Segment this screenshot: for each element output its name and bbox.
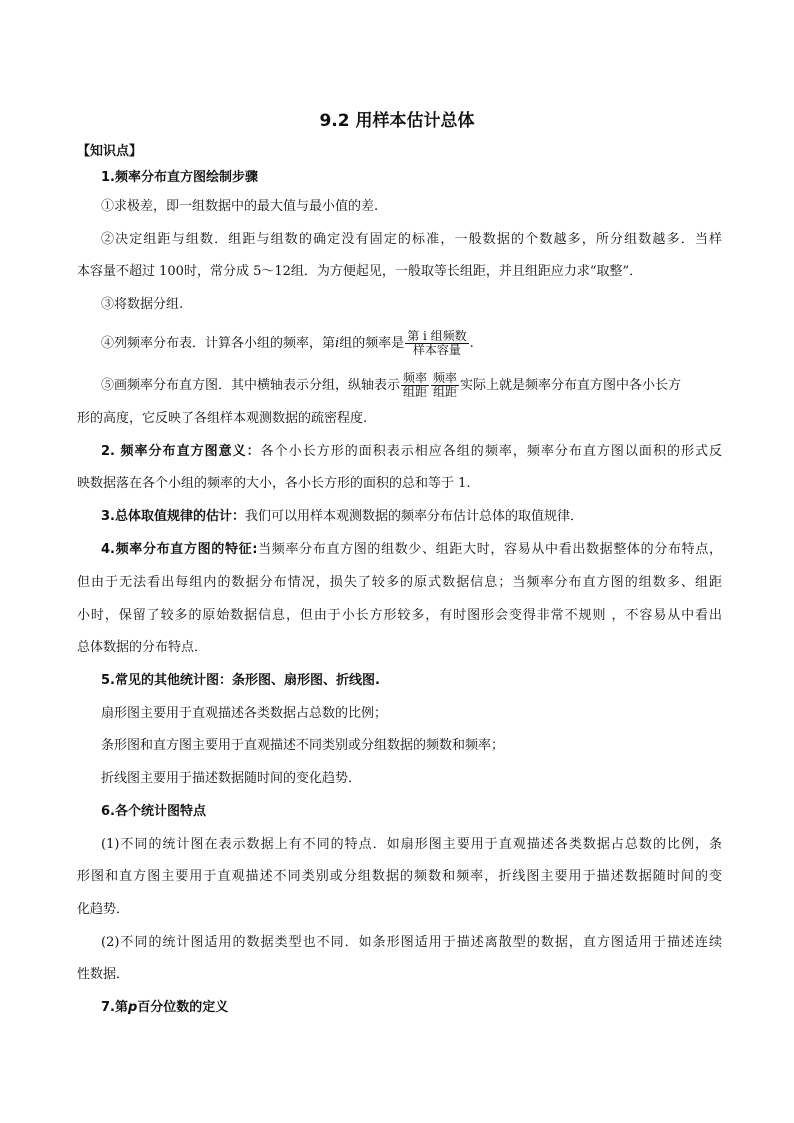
step-3-text: ③将数据分组. xyxy=(101,297,184,312)
section-2-line2: 映数据落在各个小组的频率的大小，各小长方形的面积的总和等于 1. xyxy=(77,476,471,491)
section-5-line1: 扇形图主要用于直观描述各类数据占总数的比例； xyxy=(101,706,388,721)
step-4-fraction-denominator: 样本容量 xyxy=(412,343,461,357)
step-5-fraction-2 xyxy=(431,372,459,399)
section-6-p2-line2: 性数据． xyxy=(77,967,130,982)
section-5-line2: 条形图和直方图主要用于直观描述不同类别或分组数据的频数和频率； xyxy=(101,738,505,753)
section-3-text: 我们可以用样本观测数据的频率分布估计总体的取值规律． xyxy=(244,509,583,524)
heading-chart-features: 6.各个统计图特点 xyxy=(101,804,206,819)
section-4-line3: 小时，保留了较多的原始数据信息，但由于小长方形较多，有时图形会变得非常不规则 ，不容易从中看出 xyxy=(77,608,722,623)
section-6-p1-line3: 化趋势． xyxy=(77,902,130,917)
section-7-prefix: 7.第 xyxy=(101,1000,128,1015)
step-5-suffix: 实际上就是频率分布直方图中各小长方 xyxy=(460,378,682,393)
step-2-text-line2: 本容量不超过 100时，常分成 5～12组．为方便起见，一般取等长组距，并且组距应力求“取整”． xyxy=(77,264,643,279)
section-4-line2: 但由于无法看出每组内的数据分布情况，损失了较多的原式数据信息；当频率分布直方图的组数多、组距 xyxy=(77,575,722,590)
heading-population-estimate: 3.总体取值规律的估计： xyxy=(101,509,245,524)
step-5-text-line2: 形的高度，它反映了各组样本观测数据的疏密程度. xyxy=(77,411,368,426)
step-5-prefix: ⑤画频率分布直方图．其中横轴表示分组，纵轴表示 xyxy=(101,378,401,393)
section-4-text-a: 当频率分布直方图的组数少、组距大时，容易从中看出数据整体的分布特点， xyxy=(257,542,722,557)
step-1-text: ①求极差，即一组数据中的最大值与最小值的差. xyxy=(101,199,379,214)
step-4-end: . xyxy=(469,336,474,351)
section-2-text-a: 各个小长方形的面积表示相应各组的频率，频率分布直方图以面积的形式反 xyxy=(260,444,722,459)
step-2-text-line1: ②决定组距与组数．组距与组数的确定没有固定的标准，一般数据的个数越多，所分组数越多．当样 xyxy=(101,232,722,247)
step-4-fraction xyxy=(405,330,468,357)
heading-percentile-definition xyxy=(101,998,722,1018)
step-5-text xyxy=(101,372,722,399)
step-5-fraction-1-denominator: 组距 xyxy=(403,385,428,399)
section-6-p2-line1: (2)不同的统计图适用的数据类型也不同．如条形图适用于描述离散型的数据，直方图适用于描述连续 xyxy=(101,935,722,950)
step-4-fraction-numerator: 第 i 组频数 xyxy=(407,329,467,343)
page-title: 9.2 用样本估计总体 xyxy=(319,111,475,131)
section-2-line1 xyxy=(101,442,722,462)
section-7-suffix: 百分位数的定义 xyxy=(137,1000,229,1015)
heading-histogram-meaning: 2. 频率分布直方图意义： xyxy=(101,444,261,459)
section-4-line4: 总体数据的分布特点． xyxy=(77,640,208,655)
section-6-p1-line1: (1)不同的统计图在表示数据上有不同的特点．如扇形图主要用于直观描述各类数据占总数的比例，条 xyxy=(101,837,722,852)
step-4-text xyxy=(101,330,722,357)
heading-histogram-features: 4.频率分布直方图的特征: xyxy=(101,542,258,557)
step-4-prefix: ④列频率分布表．计算各小组的频率，第 xyxy=(101,336,336,351)
section-label-knowledge: 【知识点】 xyxy=(77,144,143,159)
section-7-variable-p: p xyxy=(127,1000,138,1015)
heading-other-charts: 5.常见的其他统计图：条形图、扇形图、折线图. xyxy=(101,673,380,688)
step-4-variable-i: i xyxy=(335,336,340,351)
step-5-fraction-1-numerator: 频率 xyxy=(403,371,428,385)
section-3-line xyxy=(101,507,722,527)
step-5-fraction-1 xyxy=(401,372,429,399)
heading-histogram-steps: 1.频率分布直方图绘制步骤 xyxy=(101,170,258,185)
section-6-p1-line2: 形图和直方图主要用于直观描述不同类别或分组数据的频数和频率，折线图主要用于描述数据随时间的变 xyxy=(77,869,722,884)
step-4-mid: 组的频率是 xyxy=(339,336,405,351)
section-5-line3: 折线图主要用于描述数据随时间的变化趋势． xyxy=(101,771,362,786)
section-4-line1 xyxy=(101,540,722,560)
step-5-fraction-2-denominator: 组距 xyxy=(433,385,458,399)
step-5-fraction-2-numerator: 频率 xyxy=(433,371,458,385)
